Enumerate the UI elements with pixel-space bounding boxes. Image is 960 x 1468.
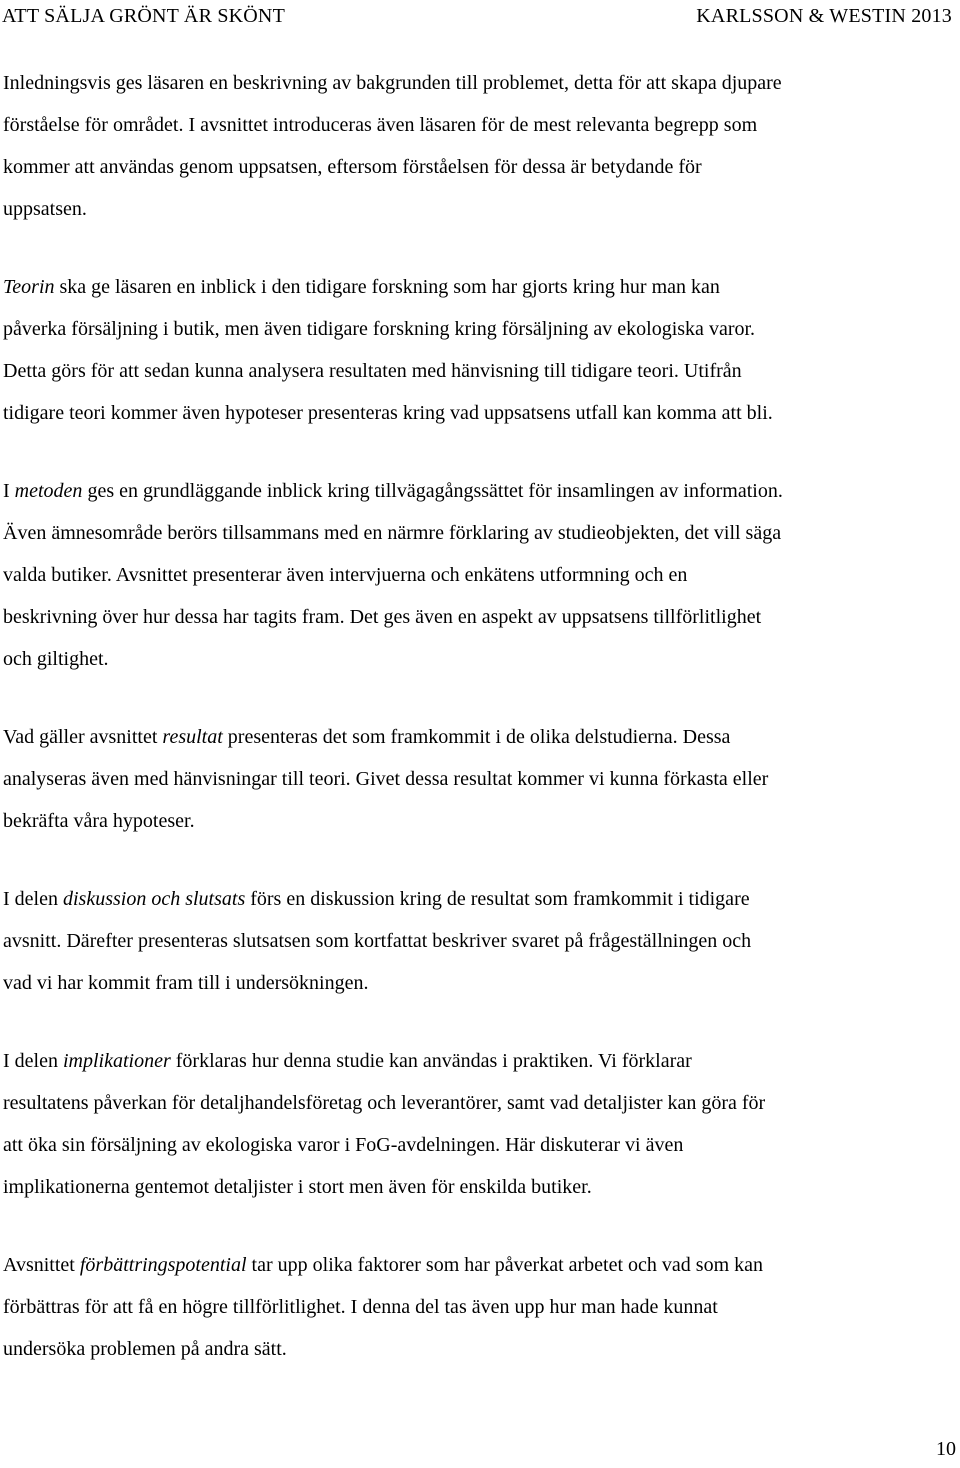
- text-segment: Vad gäller avsnittet: [3, 726, 163, 748]
- text-line: [3, 1124, 958, 1166]
- text-line: [3, 512, 958, 554]
- section-name-emphasis: diskussion och slutsats: [62, 888, 246, 910]
- text-segment: förklaras hur denna studie kan användas i praktiken. Vi förklarar: [170, 1050, 692, 1072]
- text-line: [3, 146, 958, 188]
- text-line: [3, 62, 958, 104]
- text-segment: I delen: [3, 1050, 63, 1072]
- page-number: 10: [936, 1438, 956, 1460]
- text-segment: ges en grundläggande inblick kring tillvägagångssättet för insamlingen av information.: [82, 480, 783, 502]
- text-segment: Även ämnesområde berörs tillsammans med en närmre förklaring av studieobjekten, det vill säga: [3, 522, 782, 544]
- paragraph: [3, 470, 958, 680]
- paragraph: [3, 62, 958, 230]
- text-line: [3, 188, 958, 230]
- text-line: [3, 800, 958, 842]
- text-segment: undersöka problemen på andra sätt.: [3, 1338, 287, 1360]
- paragraph: [3, 1040, 958, 1208]
- text-segment: tar upp olika faktorer som har påverkat arbetet och vad som kan: [246, 1254, 764, 1276]
- section-name-emphasis: resultat: [162, 726, 223, 748]
- text-segment: Detta görs för att sedan kunna analysera resultaten med hänvisning till tidigare teori. Utifrån: [3, 360, 742, 382]
- text-line: [3, 758, 958, 800]
- text-line: [3, 878, 958, 920]
- text-line: [3, 266, 958, 308]
- text-line: [3, 470, 958, 512]
- text-segment: och giltighet.: [3, 648, 109, 670]
- text-line: [3, 392, 958, 434]
- text-segment: bekräfta våra hypoteser.: [3, 810, 195, 832]
- text-line: [3, 1328, 958, 1370]
- document-body: [3, 62, 958, 1370]
- text-line: [3, 638, 958, 680]
- text-segment: förs en diskussion kring de resultat som framkommit i tidigare: [245, 888, 750, 910]
- running-authors: KARLSSON & WESTIN 2013: [696, 5, 952, 27]
- paragraph: [3, 266, 958, 434]
- text-segment: Inledningsvis ges läsaren en beskrivning av bakgrunden till problemet, detta för att skapa djupare: [3, 72, 782, 94]
- text-line: [3, 350, 958, 392]
- text-segment: implikationerna gentemot detaljister i stort men även för enskilda butiker.: [3, 1176, 592, 1198]
- text-line: [3, 554, 958, 596]
- text-line: [3, 1244, 958, 1286]
- section-name-emphasis: Teorin: [3, 276, 55, 298]
- text-segment: valda butiker. Avsnittet presenterar även intervjuerna och enkätens utformning och en: [3, 564, 688, 586]
- paragraph: [3, 878, 958, 1004]
- text-segment: I: [3, 480, 15, 502]
- text-line: [3, 1082, 958, 1124]
- paragraph: [3, 1244, 958, 1370]
- text-segment: ska ge läsaren en inblick i den tidigare forskning som har gjorts kring hur man kan: [54, 276, 720, 298]
- text-segment: tidigare teori kommer även hypoteser presenteras kring vad uppsatsens utfall kan komma att bli.: [3, 402, 773, 424]
- text-line: [3, 1166, 958, 1208]
- paragraph: [3, 716, 958, 842]
- text-segment: beskrivning över hur dessa har tagits fram. Det ges även en aspekt av uppsatsens tillförlitlighet: [3, 606, 762, 628]
- text-segment: resultatens påverkan för detaljhandelsföretag och leverantörer, samt vad detaljister kan göra för: [3, 1092, 766, 1114]
- section-name-emphasis: implikationer: [62, 1050, 171, 1072]
- text-line: [3, 596, 958, 638]
- text-segment: Avsnittet: [3, 1254, 80, 1276]
- text-segment: förståelse för området. I avsnittet introduceras även läsaren för de mest relevanta begrepp som: [3, 114, 758, 136]
- text-segment: avsnitt. Därefter presenteras slutsatsen som kortfattat beskriver svaret på frågeställningen och: [3, 930, 752, 952]
- text-line: [3, 1040, 958, 1082]
- text-line: [3, 920, 958, 962]
- text-segment: påverka försäljning i butik, men även tidigare forskning kring försäljning av ekologiska varor.: [3, 318, 756, 340]
- running-title: ATT SÄLJA GRÖNT ÄR SKÖNT: [2, 5, 285, 27]
- text-segment: analyseras även med hänvisningar till teori. Givet dessa resultat kommer vi kunna förkasta eller: [3, 768, 769, 790]
- text-segment: kommer att användas genom uppsatsen, eftersom förståelsen för dessa är betydande för: [3, 156, 702, 178]
- page-header: [2, 2, 952, 30]
- text-segment: att öka sin försäljning av ekologiska varor i FoG-avdelningen. Här diskuterar vi även: [3, 1134, 684, 1156]
- text-line: [3, 1286, 958, 1328]
- text-segment: presenteras det som framkommit i de olika delstudierna. Dessa: [222, 726, 731, 748]
- text-segment: uppsatsen.: [3, 198, 87, 220]
- text-line: [3, 716, 958, 758]
- section-name-emphasis: metoden: [14, 480, 83, 502]
- text-line: [3, 308, 958, 350]
- section-name-emphasis: förbättringspotential: [79, 1254, 247, 1276]
- text-segment: I delen: [3, 888, 63, 910]
- text-line: [3, 962, 958, 1004]
- text-line: [3, 104, 958, 146]
- text-segment: förbättras för att få en högre tillförlitlighet. I denna del tas även upp hur man hade kunnat: [3, 1296, 718, 1318]
- text-segment: vad vi har kommit fram till i undersökningen.: [3, 972, 369, 994]
